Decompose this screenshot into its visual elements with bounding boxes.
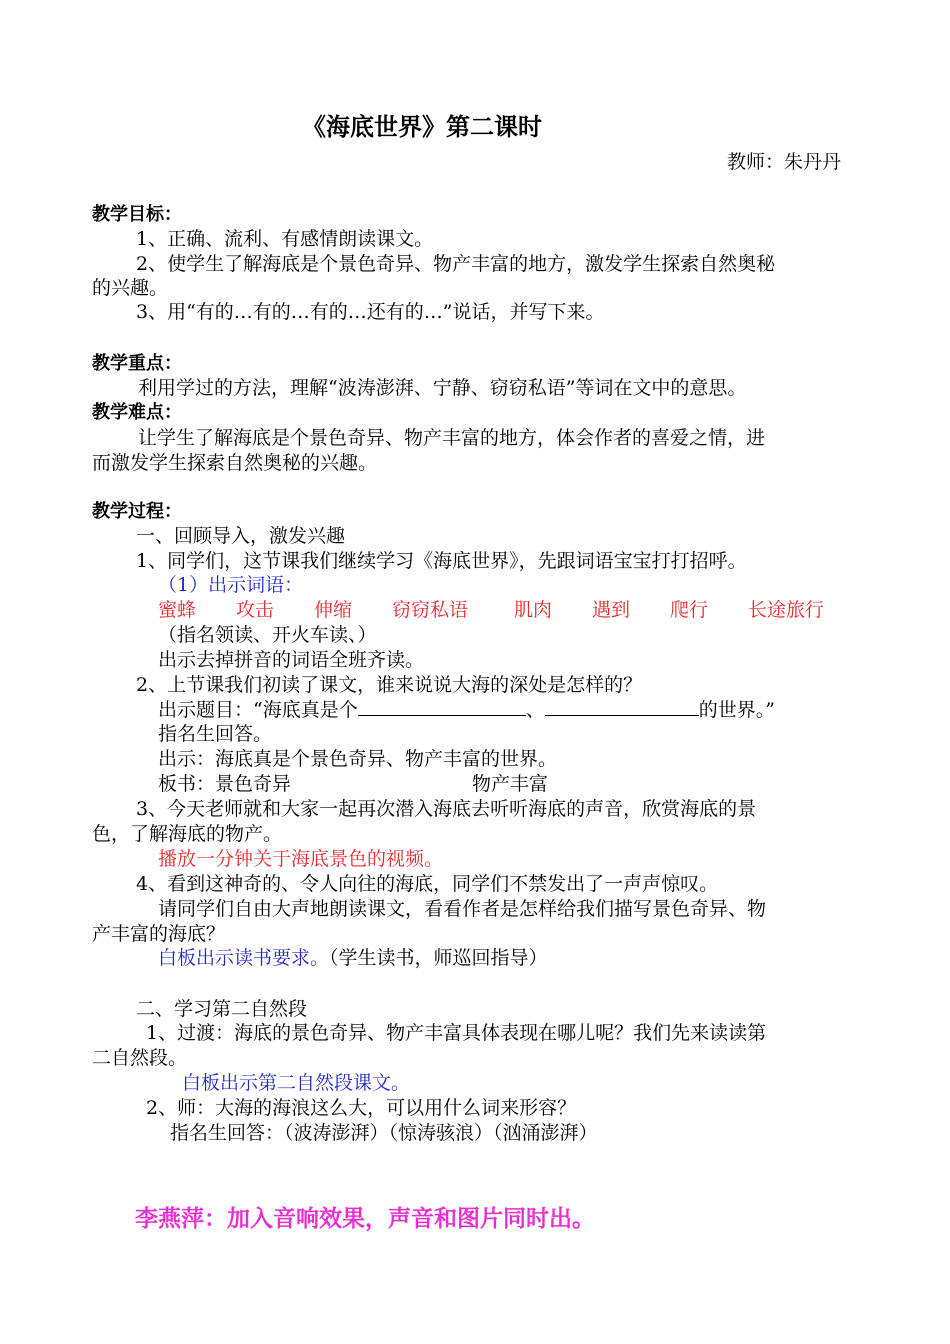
part1-title: 一、回顾导入，激发兴趣 — [136, 525, 346, 547]
difficulties-line1: 让学生了解海底是个景色奇异、物产丰富的地方，体会作者的喜爱之情，进 — [138, 427, 766, 449]
transition-line2: 二自然段。 — [92, 1047, 188, 1069]
vocabulary-word: 蜜蜂 — [158, 599, 197, 621]
question-suffix: 的世界。” — [698, 699, 775, 721]
reviewer-comment: 李燕萍：加入音响效果，声音和图片同时出。 — [135, 1206, 595, 1232]
vocabulary-word: 长途旅行 — [748, 599, 825, 621]
process-p2: 2、上节课我们初读了课文，谁来说说大海的深处是怎样的？ — [136, 674, 643, 696]
show-answer: 出示：海底真是个景色奇异、物产丰富的世界。 — [158, 748, 558, 770]
vocabulary-word: 窃窃私语 — [392, 599, 469, 621]
board-paragraph: 白板出示第二自然段课文。 — [182, 1072, 411, 1094]
objective-2-line1: 2、使学生了解海底是个景色奇异、物产丰富的地方，激发学生探索自然奥秘 — [136, 253, 776, 275]
vocabulary-word: 肌肉 — [514, 599, 553, 621]
process-p4: 4、看到这神奇的、令人向往的海底，同学们不禁发出了一声声惊叹。 — [136, 873, 719, 895]
transition-line1: 1、过渡：海底的景色奇异、物产丰富具体表现在哪儿呢？我们先来读读第 — [146, 1022, 767, 1044]
fill-in-question — [158, 697, 775, 722]
process-p3-line1: 3、今天老师就和大家一起再次潜入海底去听听海底的声音，欣赏海底的景 — [136, 798, 757, 820]
read-methods: （指名领读、开火车读、） — [158, 624, 377, 646]
board-requirement: 白板出示读书要求。 — [158, 947, 330, 969]
board-requirement-note: （学生读书，师巡回指导） — [329, 947, 548, 969]
part2-title: 二、学习第二自然段 — [136, 998, 308, 1020]
process-p4b-line2: 产丰富的海底？ — [92, 923, 226, 945]
process-p4b-line1: 请同学们自由大声地朗读课文，看看作者是怎样给我们描写景色奇异、物 — [158, 898, 767, 920]
key-points-text: 利用学过的方法，理解“波涛澎湃、宁静、窃窃私语”等词在文中的意思。 — [138, 377, 747, 399]
vocabulary-word: 遇到 — [592, 599, 631, 621]
answer-blank-1 — [358, 697, 526, 716]
board-writing-2: 物产丰富 — [472, 773, 549, 795]
answer-blank-2 — [545, 697, 699, 716]
question-prefix: 出示题目：“海底真是个 — [158, 699, 358, 721]
process-p1: 1、同学们，这节课我们继续学习《海底世界》，先跟词语宝宝打打招呼。 — [136, 550, 747, 572]
difficulties-line2: 而激发学生探索自然奥秘的兴趣。 — [92, 452, 378, 474]
question-separator: 、 — [525, 699, 545, 721]
objectives-heading: 教学目标： — [92, 204, 182, 225]
teacher-question: 2、师：大海的海浪这么大，可以用什么词来形容？ — [146, 1097, 577, 1119]
video-note: 播放一分钟关于海底景色的视频。 — [158, 848, 444, 870]
student-answers: 指名生回答：（波涛澎湃）（惊涛骇浪）（汹涌澎湃） — [170, 1122, 598, 1144]
board-requirement-line — [158, 946, 548, 970]
teacher-name: 教师：朱丹丹 — [727, 151, 842, 173]
read-all: 出示去掉拼音的词语全班齐读。 — [158, 649, 425, 671]
difficulties-heading: 教学难点： — [92, 402, 182, 423]
vocabulary-word: 爬行 — [670, 599, 709, 621]
board-writing-1: 板书：景色奇异 — [158, 773, 292, 795]
process-p3-line2: 色，了解海底的物产。 — [92, 823, 283, 845]
objective-3: 3、用“有的…有的…有的…还有的…”说话，并写下来。 — [136, 301, 605, 323]
vocabulary-word: 伸缩 — [314, 599, 353, 621]
objective-2-line2: 的兴趣。 — [92, 277, 169, 299]
document-title: 《海底世界》第二课时 — [302, 112, 542, 141]
vocabulary-word: 攻击 — [236, 599, 275, 621]
vocabulary-row — [158, 598, 848, 622]
key-points-heading: 教学重点： — [92, 353, 182, 374]
process-heading: 教学过程： — [92, 501, 182, 522]
answer-call: 指名生回答。 — [158, 723, 273, 745]
objective-1: 1、正确、流利、有感情朗读课文。 — [136, 228, 434, 250]
show-words-label: （1）出示词语： — [158, 574, 304, 596]
